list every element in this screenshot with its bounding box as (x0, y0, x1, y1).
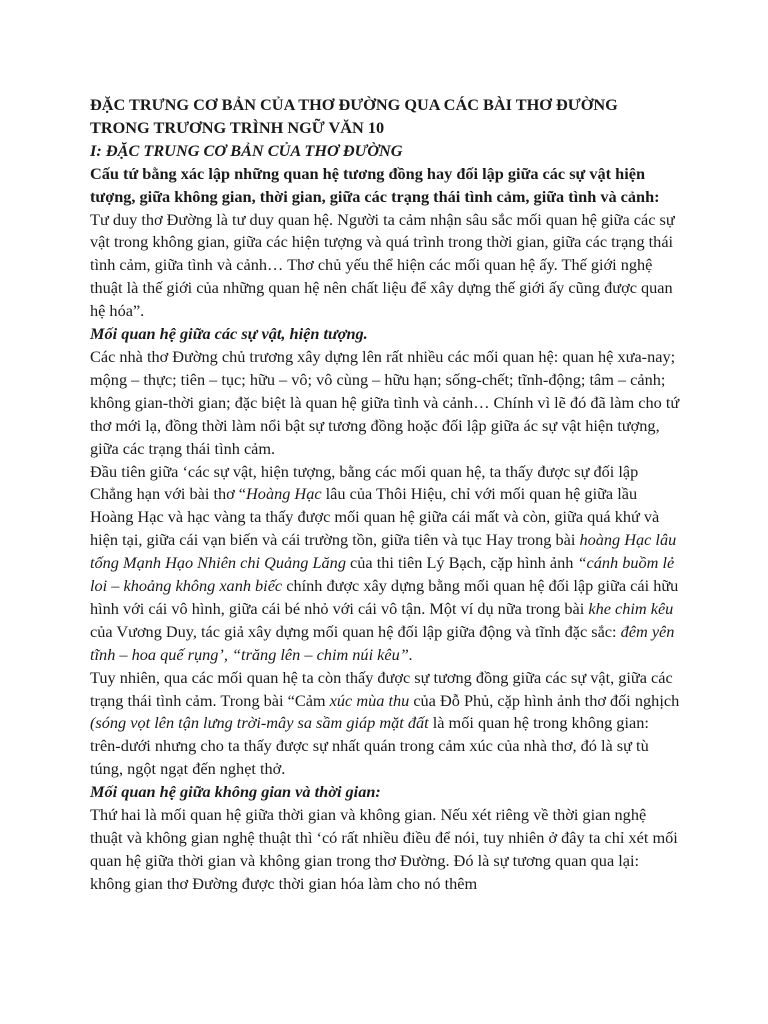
quote-song-vot: (sóng vọt lên tận lưng trời-mây sa sầm giáp mặt đất (90, 713, 429, 733)
sub-heading-objects-phenomena: Mối quan hệ giữa các sự vật, hiện tượng. (90, 324, 368, 344)
document-title (90, 94, 680, 140)
text-run: của Vương Duy, tác giả xây dựng mối quan hệ đối lập giữa động và tĩnh đặc sắc: (90, 621, 621, 641)
text-run: của Đỗ Phủ, cặp hình ảnh thơ đối nghịch (409, 690, 680, 710)
paragraph-relationship-types: Các nhà thơ Đường chủ trương xây dựng lên rất nhiều các mối quan hệ: quan hệ xưa-nay; mộng – thực; tiên – tục; hữu – vô; vô cùng – hữu hạn; sống-chết; tĩnh-động; tâm – cảnh; không gian-thời gian; đặc biệt là quan hệ giữa tình và cảnh… Chính vì lẽ đó đã làm cho tứ thơ mới lạ, đồng thời làm nổi bật sự tương đồng hoặc đối lập giữa ác sự vật hiện tượng, giữa các trạng thái tình cảm. (90, 346, 680, 458)
poem-title-ly-bach: hoàng Hạc lâu tống Mạnh Hạo Nhiên chi Quảng Lăng (90, 530, 677, 573)
paragraph-opposition-examples (90, 461, 680, 667)
sub-heading-space-time: Mối quan hệ giữa không gian và thời gian: (90, 782, 381, 802)
section-heading: I: ĐẶC TRUNG CƠ BẢN CỦA THƠ ĐƯỜNG (90, 140, 403, 160)
document-body (90, 94, 680, 896)
quote-canh-buom: “cánh buồm lẻ loi – khoảng không xanh biếc (90, 553, 675, 596)
paragraph-relational-thinking: Tư duy thơ Đường là tư duy quan hệ. Người ta cảm nhận sâu sắc mối quan hệ giữa các sự vật trong không gian, giữa các hiện tượng và quá trình trong thời gian, giữa các trạng thái tình cảm, giữa tình và cảnh… Thơ chủ yếu thể hiện các mối quan hệ ấy. Thế giới nghệ thuật là thế giới của những quan hệ nên chất liệu để xây dựng thế giới ấy cũng được quan hệ hóa”. (90, 209, 675, 321)
poem-title-cam-xuc-mua-thu: xúc mùa thu (329, 690, 410, 710)
title-line-2: TRONG TRƯƠNG TRÌNH NGỮ VĂN 10 (90, 117, 385, 137)
poem-title-hoang-hac: Hoàng Hạc (246, 484, 322, 504)
poem-title-khe-chim-keu: khe chim kêu (588, 598, 674, 618)
text-run: lâu của Thôi Hiệu, chỉ với mối quan hệ giữa lầu Hoàng Hạc và hạc vàng ta thấy được mối quan hệ giữa cái mất và còn, giữa quá khứ và hiện tại, giữa cái vạn biến và cái trường tồn, giữa tiên và tục Hay trong bài (90, 484, 660, 550)
text-run: Đầu tiên giữa ‘các sự vật, hiện tượng, bằng các mối quan hệ, ta thấy được sự đối lập Chẳng hạn với bài thơ “ (90, 461, 639, 504)
title-line-1: ĐẶC TRƯNG CƠ BẢN CỦA THƠ ĐƯỜNG QUA CÁC BÀI THƠ ĐƯỜNG (90, 95, 618, 114)
text-run: chính được xây dựng bằng mối quan hệ đối lập giữa cái hữu hình với cái vô hình, giữa cái bé nhỏ với cái vô tận. Một ví dụ nữa trong bài (90, 576, 679, 618)
quote-dem-yen-tinh: đêm yên tĩnh – hoa quế rụng’, “trăng lên – chim núi kêu”. (90, 621, 675, 664)
paragraph-space-time: Thứ hai là mối quan hệ giữa thời gian và không gian. Nếu xét riêng về thời gian nghệ thuật và không gian nghệ thuật thì ‘có rất nhiều điều để nói, tuy nhiên ở đây ta chỉ xét mối quan hệ giữa thời gian và không gian trong thơ Đường. Đó là sự tương quan qua lại: không gian thơ Đường được thời gian hóa làm cho nó thêm (90, 805, 678, 893)
text-run: là mối quan hệ trong không gian: trên-dưới nhưng cho ta thấy được sự nhất quán trong cảm xúc của nhà thơ, đó là sự tù túng, ngột ngạt đến nghẹt thở. (90, 713, 649, 779)
text-run: Tuy nhiên, qua các mối quan hệ ta còn thấy được sự tương đồng giữa các sự vật, giữa các trạng thái tình cảm. Trong bài “Cảm (90, 667, 673, 710)
sub-heading-relationships: Cấu tứ bằng xác lập những quan hệ tương đồng hay đối lập giữa các sự vật hiện tượng, giữa không gian, thời gian, giữa các trạng thái tình cảm, giữa tình và cảnh: (90, 163, 660, 206)
paragraph-similarity-examples (90, 667, 680, 782)
text-run: của thi tiên Lý Bạch, cặp hình ảnh (345, 553, 578, 573)
